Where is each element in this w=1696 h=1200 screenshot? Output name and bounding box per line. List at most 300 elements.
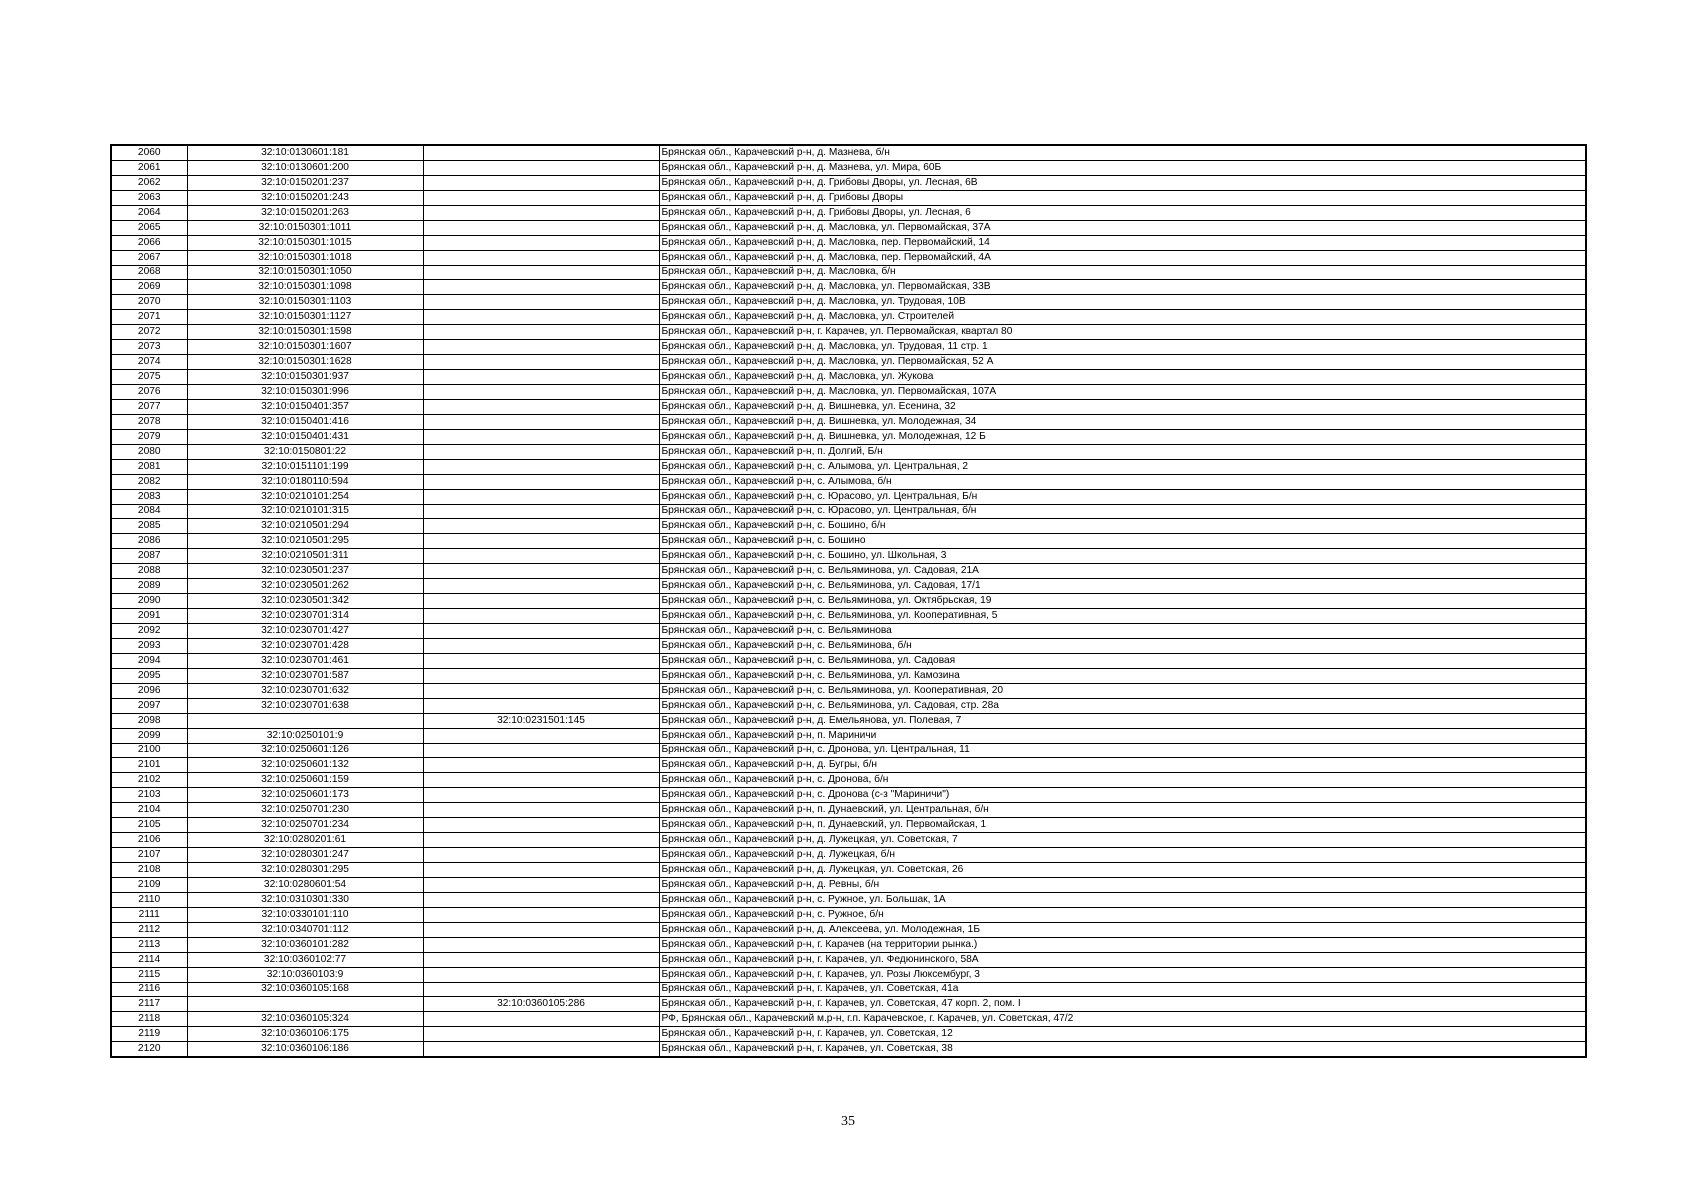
table-row: [111, 1042, 1586, 1057]
address-cell: Брянская обл., Карачевский р-н, д. Масловка, ул. Первомайская, 52 А: [659, 355, 1586, 370]
cadastral-number-cell: 32:10:0360103:9: [187, 967, 423, 982]
row-number: 2105: [111, 818, 187, 833]
cadastral-number-cell: 32:10:0360102:77: [187, 952, 423, 967]
table-row: [111, 220, 1586, 235]
table-row: [111, 967, 1586, 982]
address-cell: Брянская обл., Карачевский р-н, д. Масловка, ул. Трудовая, 11 стр. 1: [659, 340, 1586, 355]
cadastral-number-alt-cell: [423, 474, 659, 489]
row-number: 2096: [111, 683, 187, 698]
row-number: 2102: [111, 773, 187, 788]
table-row: [111, 624, 1586, 639]
table-row: [111, 892, 1586, 907]
row-number: 2104: [111, 803, 187, 818]
address-cell: Брянская обл., Карачевский р-н, с. Вельяминова, ул. Садовая, стр. 28а: [659, 698, 1586, 713]
address-cell: Брянская обл., Карачевский р-н, д. Емельянова, ул. Полевая, 7: [659, 713, 1586, 728]
cadastral-number-cell: [187, 997, 423, 1012]
cadastral-number-cell: 32:10:0150301:937: [187, 370, 423, 385]
table-row: [111, 579, 1586, 594]
row-number: 2089: [111, 579, 187, 594]
table-row: [111, 788, 1586, 803]
cadastral-number-cell: 32:10:0150301:1098: [187, 280, 423, 295]
cadastral-number-alt-cell: [423, 250, 659, 265]
cadastral-number-cell: [187, 713, 423, 728]
cadastral-number-alt-cell: [423, 609, 659, 624]
cadastral-number-alt-cell: [423, 265, 659, 280]
cadastral-number-alt-cell: [423, 385, 659, 400]
cadastral-number-cell: 32:10:0210501:311: [187, 549, 423, 564]
address-cell: Брянская обл., Карачевский р-н, д. Масловка, ул. Первомайская, 33В: [659, 280, 1586, 295]
cadastral-number-cell: 32:10:0150301:1050: [187, 265, 423, 280]
table-row: [111, 653, 1586, 668]
address-cell: Брянская обл., Карачевский р-н, д. Вишневка, ул. Молодежная, 12 Б: [659, 429, 1586, 444]
row-number: 2081: [111, 459, 187, 474]
table-row: [111, 534, 1586, 549]
row-number: 2070: [111, 295, 187, 310]
cadastral-number-alt-cell: [423, 624, 659, 639]
row-number: 2076: [111, 385, 187, 400]
table-row: [111, 952, 1586, 967]
table-row: [111, 175, 1586, 190]
cadastral-number-cell: 32:10:0130601:200: [187, 160, 423, 175]
row-number: 2090: [111, 594, 187, 609]
cadastral-number-alt-cell: [423, 803, 659, 818]
cadastral-number-cell: 32:10:0150301:1628: [187, 355, 423, 370]
cadastral-number-alt-cell: [423, 145, 659, 160]
address-cell: Брянская обл., Карачевский р-н, д. Масловка, б/н: [659, 265, 1586, 280]
address-cell: Брянская обл., Карачевский р-н, г. Карачев, ул. Федюнинского, 58А: [659, 952, 1586, 967]
table-row: [111, 564, 1586, 579]
table-row: [111, 414, 1586, 429]
row-number: 2100: [111, 743, 187, 758]
row-number: 2064: [111, 205, 187, 220]
address-cell: Брянская обл., Карачевский р-н, д. Грибовы Дворы, ул. Лесная, 6В: [659, 175, 1586, 190]
address-cell: Брянская обл., Карачевский р-н, с. Ружное, б/н: [659, 907, 1586, 922]
address-cell: Брянская обл., Карачевский р-н, д. Лужецкая, б/н: [659, 848, 1586, 863]
address-cell: Брянская обл., Карачевский р-н, с. Вельяминова, б/н: [659, 638, 1586, 653]
cadastral-number-cell: 32:10:0210501:294: [187, 519, 423, 534]
cadastral-number-cell: 32:10:0250701:234: [187, 818, 423, 833]
row-number: 2094: [111, 653, 187, 668]
cadastral-number-alt-cell: [423, 907, 659, 922]
cadastral-number-cell: 32:10:0210501:295: [187, 534, 423, 549]
cadastral-number-cell: 32:10:0210101:254: [187, 489, 423, 504]
address-cell: Брянская обл., Карачевский р-н, с. Вельяминова, ул. Октябрьская, 19: [659, 594, 1586, 609]
cadastral-number-cell: 32:10:0340701:112: [187, 922, 423, 937]
row-number: 2078: [111, 414, 187, 429]
table-row: [111, 818, 1586, 833]
table-row: [111, 370, 1586, 385]
row-number: 2069: [111, 280, 187, 295]
cadastral-number-cell: 32:10:0230701:428: [187, 638, 423, 653]
row-number: 2117: [111, 997, 187, 1012]
cadastral-number-alt-cell: [423, 982, 659, 997]
row-number: 2091: [111, 609, 187, 624]
address-cell: Брянская обл., Карачевский р-н, с. Юрасово, ул. Центральная, Б/н: [659, 489, 1586, 504]
table-row: [111, 474, 1586, 489]
cadastral-number-cell: 32:10:0150301:1018: [187, 250, 423, 265]
table-row: [111, 937, 1586, 952]
table-row: [111, 265, 1586, 280]
cadastral-number-alt-cell: [423, 355, 659, 370]
address-cell: Брянская обл., Карачевский р-н, п. Мариничи: [659, 728, 1586, 743]
cadastral-number-alt-cell: [423, 668, 659, 683]
table-row: [111, 713, 1586, 728]
table-row: [111, 609, 1586, 624]
address-cell: Брянская обл., Карачевский р-н, п. Дунаевский, ул. Первомайская, 1: [659, 818, 1586, 833]
cadastral-number-cell: 32:10:0250701:230: [187, 803, 423, 818]
row-number: 2092: [111, 624, 187, 639]
address-cell: Брянская обл., Карачевский р-н, с. Юрасово, ул. Центральная, б/н: [659, 504, 1586, 519]
address-cell: Брянская обл., Карачевский р-н, д. Масловка, ул. Жукова: [659, 370, 1586, 385]
table-row: [111, 594, 1586, 609]
row-number: 2068: [111, 265, 187, 280]
row-number: 2106: [111, 833, 187, 848]
table-row: [111, 340, 1586, 355]
cadastral-number-alt-cell: [423, 519, 659, 534]
cadastral-number-alt-cell: [423, 340, 659, 355]
address-cell: Брянская обл., Карачевский р-н, с. Бошино, ул. Школьная, 3: [659, 549, 1586, 564]
address-cell: Брянская обл., Карачевский р-н, д. Масловка, ул. Трудовая, 10В: [659, 295, 1586, 310]
table-row: [111, 907, 1586, 922]
table-row: [111, 385, 1586, 400]
cadastral-number-alt-cell: [423, 818, 659, 833]
address-cell: Брянская обл., Карачевский р-н, г. Карачев, ул. Советская, 47 корп. 2, пом. I: [659, 997, 1586, 1012]
cadastral-number-alt-cell: [423, 594, 659, 609]
cadastral-number-cell: 32:10:0150301:996: [187, 385, 423, 400]
cadastral-number-cell: 32:10:0230701:638: [187, 698, 423, 713]
cadastral-number-cell: 32:10:0150201:243: [187, 190, 423, 205]
cadastral-number-cell: 32:10:0360106:186: [187, 1042, 423, 1057]
address-cell: Брянская обл., Карачевский р-н, д. Грибовы Дворы: [659, 190, 1586, 205]
address-cell: Брянская обл., Карачевский р-н, с. Бошино, б/н: [659, 519, 1586, 534]
address-cell: Брянская обл., Карачевский р-н, с. Дронова, б/н: [659, 773, 1586, 788]
cadastral-number-alt-cell: [423, 892, 659, 907]
address-cell: Брянская обл., Карачевский р-н, с. Вельяминова, ул. Кооперативная, 20: [659, 683, 1586, 698]
row-number: 2115: [111, 967, 187, 982]
table-row: [111, 205, 1586, 220]
cadastral-number-alt-cell: [423, 1012, 659, 1027]
table-row: [111, 773, 1586, 788]
cadastral-number-cell: 32:10:0150201:263: [187, 205, 423, 220]
row-number: 2087: [111, 549, 187, 564]
cadastral-number-alt-cell: [423, 967, 659, 982]
row-number: 2098: [111, 713, 187, 728]
cadastral-number-alt-cell: [423, 833, 659, 848]
registry-table: [110, 144, 1587, 1058]
table-row: [111, 549, 1586, 564]
cadastral-number-alt-cell: [423, 444, 659, 459]
table-row: [111, 728, 1586, 743]
table-row: [111, 877, 1586, 892]
row-number: 2097: [111, 698, 187, 713]
cadastral-number-cell: 32:10:0150301:1011: [187, 220, 423, 235]
row-number: 2118: [111, 1012, 187, 1027]
cadastral-number-alt-cell: [423, 952, 659, 967]
cadastral-number-alt-cell: [423, 160, 659, 175]
row-number: 2109: [111, 877, 187, 892]
cadastral-number-cell: 32:10:0250601:126: [187, 743, 423, 758]
address-cell: Брянская обл., Карачевский р-н, п. Долгий, Б/н: [659, 444, 1586, 459]
table-row: [111, 399, 1586, 414]
cadastral-number-alt-cell: 32:10:0231501:145: [423, 713, 659, 728]
row-number: 2072: [111, 325, 187, 340]
row-number: 2099: [111, 728, 187, 743]
cadastral-number-alt-cell: [423, 205, 659, 220]
row-number: 2103: [111, 788, 187, 803]
cadastral-number-cell: 32:10:0230701:587: [187, 668, 423, 683]
row-number: 2116: [111, 982, 187, 997]
table-row: [111, 325, 1586, 340]
table-row: [111, 160, 1586, 175]
table-row: [111, 743, 1586, 758]
cadastral-number-alt-cell: [423, 549, 659, 564]
cadastral-number-cell: 32:10:0130601:181: [187, 145, 423, 160]
cadastral-number-cell: 32:10:0180110:594: [187, 474, 423, 489]
cadastral-number-cell: 32:10:0210101:315: [187, 504, 423, 519]
cadastral-number-cell: 32:10:0230701:427: [187, 624, 423, 639]
table-row: [111, 489, 1586, 504]
cadastral-number-cell: 32:10:0230701:632: [187, 683, 423, 698]
address-cell: Брянская обл., Карачевский р-н, с. Ружное, ул. Большак, 1А: [659, 892, 1586, 907]
address-cell: Брянская обл., Карачевский р-н, с. Вельяминова, ул. Кооперативная, 5: [659, 609, 1586, 624]
row-number: 2095: [111, 668, 187, 683]
row-number: 2110: [111, 892, 187, 907]
row-number: 2083: [111, 489, 187, 504]
address-cell: Брянская обл., Карачевский р-н, с. Алымова, ул. Центральная, 2: [659, 459, 1586, 474]
cadastral-number-cell: 32:10:0150301:1015: [187, 235, 423, 250]
address-cell: Брянская обл., Карачевский р-н, с. Вельяминова: [659, 624, 1586, 639]
address-cell: Брянская обл., Карачевский р-н, г. Карачев, ул. Советская, 12: [659, 1027, 1586, 1042]
row-number: 2065: [111, 220, 187, 235]
table-row: [111, 1012, 1586, 1027]
row-number: 2077: [111, 399, 187, 414]
address-cell: Брянская обл., Карачевский р-н, д. Масловка, пер. Первомайский, 4А: [659, 250, 1586, 265]
cadastral-number-cell: 32:10:0230701:461: [187, 653, 423, 668]
row-number: 2119: [111, 1027, 187, 1042]
cadastral-number-cell: 32:10:0360101:282: [187, 937, 423, 952]
row-number: 2060: [111, 145, 187, 160]
address-cell: Брянская обл., Карачевский р-н, д. Мазнева, ул. Мира, 60Б: [659, 160, 1586, 175]
address-cell: Брянская обл., Карачевский р-н, с. Вельяминова, ул. Камозина: [659, 668, 1586, 683]
cadastral-number-alt-cell: [423, 922, 659, 937]
cadastral-number-cell: 32:10:0150401:431: [187, 429, 423, 444]
registry-table-body: [111, 145, 1586, 1057]
address-cell: Брянская обл., Карачевский р-н, с. Вельяминова, ул. Садовая, 17/1: [659, 579, 1586, 594]
cadastral-number-alt-cell: [423, 579, 659, 594]
address-cell: Брянская обл., Карачевский р-н, д. Лужецкая, ул. Советская, 7: [659, 833, 1586, 848]
address-cell: Брянская обл., Карачевский р-н, г. Карачев, ул. Розы Люксембург, 3: [659, 967, 1586, 982]
address-cell: Брянская обл., Карачевский р-н, г. Карачев, ул. Советская, 41а: [659, 982, 1586, 997]
table-row: [111, 997, 1586, 1012]
row-number: 2085: [111, 519, 187, 534]
cadastral-number-alt-cell: [423, 683, 659, 698]
table-row: [111, 922, 1586, 937]
table-row: [111, 190, 1586, 205]
table-row: [111, 519, 1586, 534]
cadastral-number-alt-cell: [423, 863, 659, 878]
table-row: [111, 429, 1586, 444]
cadastral-number-cell: 32:10:0280601:54: [187, 877, 423, 892]
cadastral-number-alt-cell: [423, 638, 659, 653]
cadastral-number-cell: 32:10:0230501:237: [187, 564, 423, 579]
cadastral-number-cell: 32:10:0150401:416: [187, 414, 423, 429]
cadastral-number-cell: 32:10:0250601:132: [187, 758, 423, 773]
cadastral-number-cell: 32:10:0151101:199: [187, 459, 423, 474]
table-row: [111, 145, 1586, 160]
row-number: 2082: [111, 474, 187, 489]
table-row: [111, 698, 1586, 713]
table-row: [111, 250, 1586, 265]
address-cell: РФ, Брянская обл., Карачевский м.р-н, г.п. Карачевское, г. Карачев, ул. Советская, 47/2: [659, 1012, 1586, 1027]
row-number: 2080: [111, 444, 187, 459]
table-row: [111, 638, 1586, 653]
row-number: 2086: [111, 534, 187, 549]
row-number: 2061: [111, 160, 187, 175]
table-row: [111, 310, 1586, 325]
table-row: [111, 280, 1586, 295]
row-number: 2108: [111, 863, 187, 878]
cadastral-number-alt-cell: [423, 310, 659, 325]
cadastral-number-cell: 32:10:0150401:357: [187, 399, 423, 414]
cadastral-number-alt-cell: [423, 429, 659, 444]
table-row: [111, 459, 1586, 474]
address-cell: Брянская обл., Карачевский р-н, д. Вишневка, ул. Молодежная, 34: [659, 414, 1586, 429]
address-cell: Брянская обл., Карачевский р-н, с. Алымова, б/н: [659, 474, 1586, 489]
cadastral-number-alt-cell: [423, 728, 659, 743]
cadastral-number-alt-cell: [423, 698, 659, 713]
row-number: 2114: [111, 952, 187, 967]
address-cell: Брянская обл., Карачевский р-н, д. Ревны, б/н: [659, 877, 1586, 892]
address-cell: Брянская обл., Карачевский р-н, г. Карачев, ул. Советская, 38: [659, 1042, 1586, 1057]
cadastral-number-alt-cell: 32:10:0360105:286: [423, 997, 659, 1012]
row-number: 2093: [111, 638, 187, 653]
table-row: [111, 355, 1586, 370]
table-row: [111, 833, 1586, 848]
cadastral-number-alt-cell: [423, 743, 659, 758]
cadastral-number-alt-cell: [423, 414, 659, 429]
row-number: 2075: [111, 370, 187, 385]
cadastral-number-cell: 32:10:0150801:22: [187, 444, 423, 459]
cadastral-number-cell: 32:10:0150301:1598: [187, 325, 423, 340]
address-cell: Брянская обл., Карачевский р-н, г. Карачев (на территории рынка.): [659, 937, 1586, 952]
cadastral-number-cell: 32:10:0280201:61: [187, 833, 423, 848]
cadastral-number-alt-cell: [423, 877, 659, 892]
row-number: 2084: [111, 504, 187, 519]
address-cell: Брянская обл., Карачевский р-н, с. Вельяминова, ул. Садовая, 21А: [659, 564, 1586, 579]
cadastral-number-alt-cell: [423, 370, 659, 385]
cadastral-number-alt-cell: [423, 848, 659, 863]
table-row: [111, 295, 1586, 310]
table-row: [111, 235, 1586, 250]
cadastral-number-alt-cell: [423, 564, 659, 579]
cadastral-number-cell: 32:10:0360105:168: [187, 982, 423, 997]
row-number: 2120: [111, 1042, 187, 1057]
row-number: 2074: [111, 355, 187, 370]
cadastral-number-alt-cell: [423, 295, 659, 310]
cadastral-number-cell: 32:10:0230501:262: [187, 579, 423, 594]
table-row: [111, 668, 1586, 683]
row-number: 2067: [111, 250, 187, 265]
table-row: [111, 803, 1586, 818]
row-number: 2111: [111, 907, 187, 922]
cadastral-number-cell: 32:10:0360105:324: [187, 1012, 423, 1027]
cadastral-number-alt-cell: [423, 220, 659, 235]
row-number: 2066: [111, 235, 187, 250]
row-number: 2079: [111, 429, 187, 444]
table-row: [111, 504, 1586, 519]
cadastral-number-alt-cell: [423, 788, 659, 803]
cadastral-number-alt-cell: [423, 235, 659, 250]
address-cell: Брянская обл., Карачевский р-н, с. Дронова, ул. Центральная, 11: [659, 743, 1586, 758]
address-cell: Брянская обл., Карачевский р-н, д. Масловка, ул. Первомайская, 37А: [659, 220, 1586, 235]
cadastral-number-alt-cell: [423, 758, 659, 773]
cadastral-number-alt-cell: [423, 325, 659, 340]
cadastral-number-cell: 32:10:0250601:173: [187, 788, 423, 803]
cadastral-number-cell: 32:10:0360106:175: [187, 1027, 423, 1042]
address-cell: Брянская обл., Карачевский р-н, п. Дунаевский, ул. Центральная, б/н: [659, 803, 1586, 818]
cadastral-number-alt-cell: [423, 653, 659, 668]
cadastral-number-cell: 32:10:0150301:1103: [187, 295, 423, 310]
row-number: 2112: [111, 922, 187, 937]
address-cell: Брянская обл., Карачевский р-н, д. Вишневка, ул. Есенина, 32: [659, 399, 1586, 414]
cadastral-number-cell: 32:10:0250601:159: [187, 773, 423, 788]
address-cell: Брянская обл., Карачевский р-н, г. Карачев, ул. Первомайская, квартал 80: [659, 325, 1586, 340]
table-row: [111, 683, 1586, 698]
table-row: [111, 863, 1586, 878]
cadastral-number-cell: 32:10:0280301:295: [187, 863, 423, 878]
row-number: 2071: [111, 310, 187, 325]
address-cell: Брянская обл., Карачевский р-н, д. Мазнева, б/н: [659, 145, 1586, 160]
cadastral-number-alt-cell: [423, 280, 659, 295]
address-cell: Брянская обл., Карачевский р-н, с. Бошино: [659, 534, 1586, 549]
cadastral-number-alt-cell: [423, 399, 659, 414]
row-number: 2107: [111, 848, 187, 863]
address-cell: Брянская обл., Карачевский р-н, с. Дронова (с-з "Мариничи"): [659, 788, 1586, 803]
row-number: 2088: [111, 564, 187, 579]
cadastral-number-cell: 32:10:0150201:237: [187, 175, 423, 190]
cadastral-number-cell: 32:10:0230701:314: [187, 609, 423, 624]
address-cell: Брянская обл., Карачевский р-н, д. Бугры, б/н: [659, 758, 1586, 773]
address-cell: Брянская обл., Карачевский р-н, д. Масловка, ул. Первомайская, 107А: [659, 385, 1586, 400]
page-number: 35: [841, 1114, 855, 1129]
address-cell: Брянская обл., Карачевский р-н, д. Масловка, пер. Первомайский, 14: [659, 235, 1586, 250]
row-number: 2073: [111, 340, 187, 355]
table-row: [111, 1027, 1586, 1042]
table-row: [111, 444, 1586, 459]
cadastral-number-alt-cell: [423, 489, 659, 504]
cadastral-number-cell: 32:10:0330101:110: [187, 907, 423, 922]
cadastral-number-cell: 32:10:0150301:1127: [187, 310, 423, 325]
cadastral-number-alt-cell: [423, 1042, 659, 1057]
table-row: [111, 848, 1586, 863]
cadastral-number-cell: 32:10:0150301:1607: [187, 340, 423, 355]
cadastral-number-cell: 32:10:0250101:9: [187, 728, 423, 743]
address-cell: Брянская обл., Карачевский р-н, д. Грибовы Дворы, ул. Лесная, 6: [659, 205, 1586, 220]
cadastral-number-alt-cell: [423, 534, 659, 549]
address-cell: Брянская обл., Карачевский р-н, д. Лужецкая, ул. Советская, 26: [659, 863, 1586, 878]
cadastral-number-alt-cell: [423, 190, 659, 205]
cadastral-number-alt-cell: [423, 459, 659, 474]
table-row: [111, 758, 1586, 773]
cadastral-number-alt-cell: [423, 1027, 659, 1042]
cadastral-number-alt-cell: [423, 937, 659, 952]
address-cell: Брянская обл., Карачевский р-н, д. Масловка, ул. Строителей: [659, 310, 1586, 325]
row-number: 2113: [111, 937, 187, 952]
row-number: 2101: [111, 758, 187, 773]
table-row: [111, 982, 1586, 997]
row-number: 2063: [111, 190, 187, 205]
cadastral-number-alt-cell: [423, 175, 659, 190]
